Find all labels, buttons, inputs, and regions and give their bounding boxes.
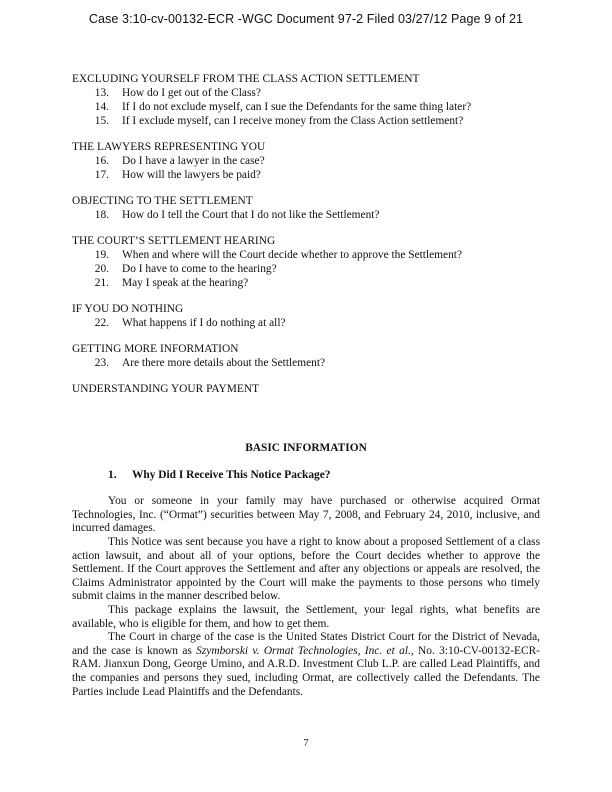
toc-item-text: Do I have to come to the hearing? (122, 263, 277, 275)
toc-item-text: When and where will the Court decide whether to approve the Settlement? (122, 249, 463, 261)
toc-item[interactable] (72, 86, 540, 100)
toc-item-text: How do I get out of the Class? (122, 87, 261, 99)
toc-item-number: 16. (94, 155, 109, 167)
toc-item[interactable] (72, 248, 540, 262)
toc-item[interactable] (72, 168, 540, 182)
toc-item-text: If I exclude myself, can I receive money from the Class Action settlement? (122, 115, 464, 127)
toc-item-number: 21. (94, 277, 109, 289)
paragraph-4-rest: , No. 3:10-CV-00132-ECR-RAM. Jianxun Dong, George Umino, and A.R.D. Investment Club L.P. are called Lead Plaintiffs, and the companies and persons they sued, including Ormat, are collectively called the Defendants. The Parties include Lead Plaintiffs and the Defendants. (72, 644, 540, 698)
basic-information-heading: BASIC INFORMATION (245, 442, 367, 454)
toc-item-number: 20. (94, 263, 109, 275)
toc-section-do-nothing (72, 302, 540, 330)
question-title: Why Did I Receive This Notice Package? (132, 468, 331, 481)
toc-section-title: OBJECTING TO THE SETTLEMENT (72, 195, 253, 207)
toc-item-text: How do I tell the Court that I do not like the Settlement? (122, 209, 380, 221)
table-of-contents (72, 72, 540, 408)
case-name: Szymborski v. Ormat Technologies, Inc. et al. (196, 644, 411, 657)
paragraph-2: This Notice was sent because you have a right to know about a proposed Settlement of a class action lawsuit, and about all of your options, before the Court decides whether to approve the Settlement. If the Court approves the Settlement and after any objections or appeals are resolved, the Claims Administrator appointed by the Court will make the payments to those persons who timely submit claims in the manner described below. (72, 535, 540, 603)
toc-section-objecting (72, 194, 540, 222)
paragraph-4 (72, 631, 540, 699)
toc-section-title: GETTING MORE INFORMATION (72, 343, 239, 355)
paragraph-4-lead: The Court in charge of the case is the United States District Court for the District of Nevada, and the case is known as (72, 631, 540, 657)
toc-item-text: How will the lawyers be paid? (122, 169, 261, 181)
toc-item[interactable] (72, 154, 540, 168)
toc-item-number: 19. (94, 249, 109, 261)
question-heading (72, 469, 540, 483)
toc-item-number: 15. (94, 115, 109, 127)
toc-section-excluding (72, 72, 540, 128)
toc-section-lawyers (72, 140, 540, 182)
toc-item-text: What happens if I do nothing at all? (122, 317, 286, 329)
toc-item[interactable] (72, 114, 540, 128)
toc-item[interactable] (72, 356, 540, 370)
page-number: 7 (303, 738, 309, 749)
paragraph-1: You or someone in your family may have purchased or otherwise acquired Ormat Technologies, Inc. (“Ormat”) securities between May 7, 2008, and February 24, 2010, inclusive, and incurred damages. (72, 495, 540, 535)
toc-item[interactable] (72, 316, 540, 330)
toc-section-hearing (72, 234, 540, 290)
toc-item-number: 13. (94, 87, 109, 99)
toc-item-number: 23. (94, 357, 109, 369)
case-header: Case 3:10-cv-00132-ECR -WGC Document 97-2 Filed 03/27/12 Page 9 of 21 (88, 12, 524, 26)
toc-item-number: 14. (94, 101, 109, 113)
toc-item-number: 17. (94, 169, 109, 181)
toc-section-title: THE COURT’S SETTLEMENT HEARING (72, 235, 276, 247)
toc-section-title: EXCLUDING YOURSELF FROM THE CLASS ACTION SETTLEMENT (72, 73, 420, 85)
toc-section-title[interactable]: UNDERSTANDING YOUR PAYMENT (72, 383, 260, 395)
toc-item[interactable] (72, 262, 540, 276)
paragraph-3: This package explains the lawsuit, the Settlement, your legal rights, what benefits are available, who is eligible for them, and how to get them. (72, 603, 540, 630)
toc-item[interactable] (72, 276, 540, 290)
toc-section-title: IF YOU DO NOTHING (72, 303, 184, 315)
toc-section-title: THE LAWYERS REPRESENTING YOU (72, 141, 266, 153)
toc-item-text: Do I have a lawyer in the case? (122, 155, 265, 167)
toc-item-text: Are there more details about the Settlement? (122, 357, 326, 369)
toc-item-number: 18. (94, 209, 109, 221)
toc-item-text: If I do not exclude myself, can I sue the Defendants for the same thing later? (122, 101, 472, 113)
notice-body (72, 442, 540, 699)
question-number: 1. (108, 468, 117, 481)
toc-item[interactable] (72, 208, 540, 222)
toc-section-more-info (72, 342, 540, 370)
toc-item-text: May I speak at the hearing? (122, 277, 249, 289)
toc-item-number: 22. (94, 317, 109, 329)
toc-item[interactable] (72, 100, 540, 114)
toc-section-payment (72, 382, 540, 396)
